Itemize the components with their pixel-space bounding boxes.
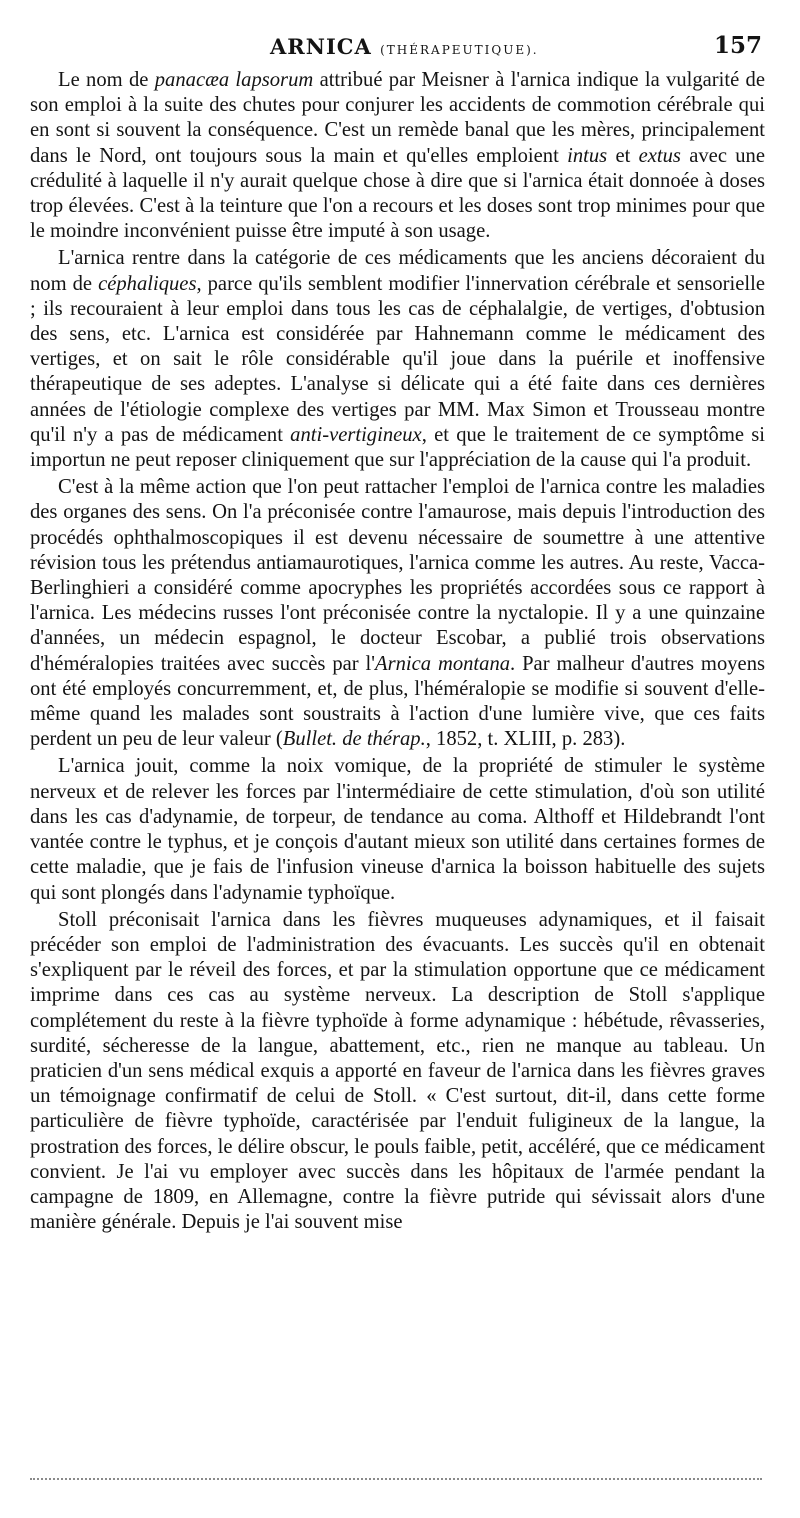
text-run: L'arnica jouit, comme la noix vomique, de la propriété de stimuler le système nerveux et de relever les forces par l'intermédiaire de cette stimulation, d'où son utilité dans les cas d'adynamie, de torpeur, de tendance au coma. Althoff et Hildebrandt l'ont vantée contre le typhus, et je conçois d'autant mieux son utilité dans certaines formes de cette maladie, que je fais de l'infusion vineuse d'arnica la boisson habituelle des sujets qui sont plongés dans l'adynamie typhoïque. xyxy=(30,755,765,904)
text-run: , parce qu'ils semblent modifier l'innervation cérébrale et sensorielle ; ils recouraient à leur emploi dans tous les cas de céphalalgie, de vertiges, d'obtusion des sens, etc. L'arnica est considérée par Hahnemann comme le médicament des vertiges, et on sait le rôle considérable qu'il joue dans la puérile et inoffensive thérapeutique de ses adeptes. L'analyse si délicate qui a été faite dans ces dernières années de l'étiologie complexe des vertiges par MM. Max Simon et Trousseau montre qu'il n'y a pas de médicament xyxy=(30,272,765,446)
paragraph xyxy=(30,754,765,905)
italic-text: panacæa lapsorum xyxy=(154,69,314,91)
italic-text: extus xyxy=(638,144,681,167)
body-text xyxy=(30,68,765,1237)
text-run: et xyxy=(607,144,639,167)
page-number: 157 xyxy=(713,32,762,59)
paragraph xyxy=(30,908,765,1236)
running-head xyxy=(270,34,539,59)
text-run: attribué par Meisner à l'arnica indique la vulgarité de son emploi à la suite des chutes pour conjurer les accidents de commotion cérébrale qui en sont si souvent la conséquence. C'est un remède banal que les mères, principalement dans le Nord, ont toujours sous la main et qu'elles emploient xyxy=(30,69,765,167)
paragraph xyxy=(30,68,765,244)
text-run: , 1852, t. XLIII, p. 283). xyxy=(425,728,626,751)
text-run: . Par malheur d'autres moyens ont été employés concurremment, et, de plus, l'héméralopie se modifie si souvent d'elle-même quand les malades sont soustraits à l'action d'une lumière vive, que ces faits perdent un peu de leur valeur ( xyxy=(30,652,766,751)
text-run: Stoll préconisait l'arnica dans les fièvres muqueuses adynamiques, et il faisait précéder son emploi de l'administration des évacuants. Les succès qu'il en obtenait s'expliquent par le réveil des forces, et par la stimulation opportune que ce médicament imprime dans ces cas au système nerveux. La description de Stoll s'applique complétement du reste à la fièvre typhoïde à forme adynamique : hébétude, rêvasseries, surdité, sécheresse de la langue, abattement, etc., rien ne manque au tableau. Un praticien d'un sens médical exquis a apporté en faveur de l'arnica dans les fièvres graves un témoignage confirmatif de celui de Stoll. « C'est surtout, dit-il, dans cette forme particulière de fièvre typhoïde, caractérisée par l'enduit fuligineux de la langue, la prostration des forces, le délire obscur, le pouls faible, petit, accéléré, que ce médicament convient. Je l'ai vu employer avec succès dans les hôpitaux de l'armée pendant la campagne de 1809, en Allemagne, contre la fièvre putride qui sévissait alors d'une manière générale. Depuis je l'ai souvent mise xyxy=(30,908,765,1234)
italic-text: céphaliques xyxy=(98,272,197,295)
text-run: avec une crédulité à laquelle il n'y aurait quelque chose à dire que si l'arnica était donnoée à doses trop élevées. C'est à la teinture que l'on a recours et les doses sont trop minimes pour que le moindre inconvénient puisse être imputé à son usage. xyxy=(30,144,765,243)
running-head-title: ARNICA xyxy=(270,34,372,59)
paragraph xyxy=(30,246,765,473)
italic-text: Bullet. de thérap. xyxy=(282,728,426,751)
text-run: C'est à la même action que l'on peut rattacher l'emploi de l'arnica contre les maladies des organes des sens. On l'a préconisée contre l'amaurose, mais depuis l'introduction des procédés ophthalmoscopiques il est devenu nécessaire de soumettre à une attentive révision tous les prétendus antiamaurotiques, l'arnica comme les autres. Au reste, Vacca-Berlinghieri a considéré comme apocryphes les propriétés accordées sous ce rapport à l'arnica. Les médecins russes l'ont préconisée contre la nyctalopie. Il y a une quinzaine d'années, un médecin espagnol, le docteur Escobar, a publié trois observations d'héméralopies traitées avec succès par l' xyxy=(30,476,765,675)
italic-text: intus xyxy=(567,144,608,167)
italic-text: anti-vertigineux xyxy=(290,423,422,446)
text-run: L'arnica rentre dans la catégorie de ces médicaments que les anciens décoraient du nom de xyxy=(30,247,765,295)
paragraph xyxy=(30,475,765,752)
italic-text: Arnica montana xyxy=(375,652,511,675)
text-run: , et que le traitement de ce symptôme si importun ne peut reposer cliniquement que sur l'appréciation de la cause qui l'a produit. xyxy=(30,423,765,472)
running-head-subtitle: (THÉRAPEUTIQUE). xyxy=(380,43,539,57)
footer-dotted-rule xyxy=(30,1478,762,1480)
text-run: Le nom de xyxy=(58,69,155,91)
